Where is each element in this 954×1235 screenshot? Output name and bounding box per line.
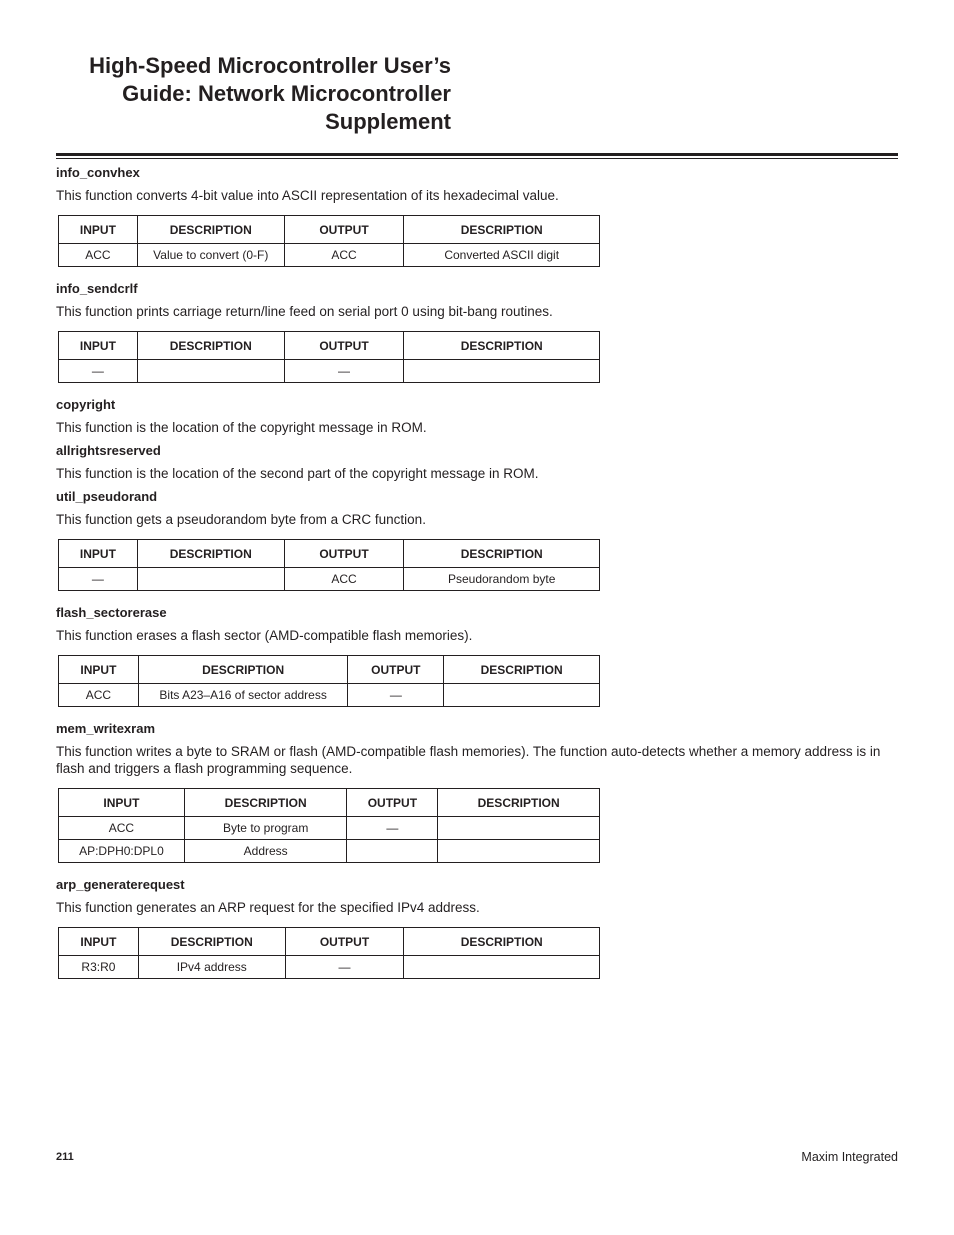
header-description: DESCRIPTION bbox=[404, 332, 600, 360]
header-description: DESCRIPTION bbox=[404, 928, 600, 956]
page-number: 211 bbox=[56, 1151, 74, 1163]
header-description: DESCRIPTION bbox=[444, 656, 600, 684]
header-input: INPUT bbox=[59, 216, 138, 244]
function-name: arp_generaterequest bbox=[56, 877, 185, 892]
table-cell bbox=[137, 360, 284, 383]
header-rule-thin bbox=[56, 158, 898, 159]
header-description: DESCRIPTION bbox=[438, 789, 600, 817]
header-description: DESCRIPTION bbox=[404, 540, 600, 568]
table-header-row bbox=[59, 928, 600, 956]
table-cell bbox=[347, 840, 438, 863]
header-description: DESCRIPTION bbox=[137, 332, 284, 360]
table-cell: Bits A23–A16 of sector address bbox=[138, 684, 348, 707]
table-cell: — bbox=[348, 684, 444, 707]
header-input: INPUT bbox=[59, 789, 185, 817]
table-cell: AP:DPH0:DPL0 bbox=[59, 840, 185, 863]
title-line-3: Supplement bbox=[325, 109, 451, 134]
title-line-1: High-Speed Microcontroller User’s bbox=[89, 53, 451, 78]
table-cell bbox=[444, 684, 600, 707]
function-block-util-pseudorand bbox=[56, 488, 898, 591]
function-table bbox=[58, 331, 600, 383]
function-name: mem_writexram bbox=[56, 721, 155, 736]
function-description: This function converts 4-bit value into ASCII representation of its hexadecimal value. bbox=[56, 188, 559, 203]
table-cell: — bbox=[285, 956, 404, 979]
footer-brand: Maxim Integrated bbox=[801, 1150, 898, 1164]
function-block-info-sendcrlf bbox=[56, 280, 898, 383]
table-cell bbox=[438, 817, 600, 840]
table-header-row bbox=[59, 216, 600, 244]
page-title bbox=[40, 52, 451, 136]
header-rule-thick bbox=[56, 153, 898, 156]
function-table bbox=[58, 215, 600, 267]
table-header-row bbox=[59, 656, 600, 684]
table-header-row bbox=[59, 332, 600, 360]
header-output: OUTPUT bbox=[284, 216, 404, 244]
table-cell: — bbox=[284, 360, 404, 383]
header-output: OUTPUT bbox=[284, 540, 404, 568]
table-cell bbox=[404, 360, 600, 383]
table-row bbox=[59, 817, 600, 840]
table-cell: Converted ASCII digit bbox=[404, 244, 600, 267]
table-cell: Address bbox=[184, 840, 347, 863]
function-block-copyright bbox=[56, 396, 898, 436]
table-row bbox=[59, 568, 600, 591]
function-name: flash_sectorerase bbox=[56, 605, 167, 620]
header-description: DESCRIPTION bbox=[184, 789, 347, 817]
table-cell: ACC bbox=[59, 817, 185, 840]
header-input: INPUT bbox=[59, 332, 138, 360]
table-cell: R3:R0 bbox=[59, 956, 139, 979]
header-description: DESCRIPTION bbox=[137, 216, 284, 244]
header-description: DESCRIPTION bbox=[138, 656, 348, 684]
function-block-info-convhex bbox=[56, 164, 898, 267]
function-description: This function writes a byte to SRAM or flash (AMD-compatible flash memories). The function auto-detects whether a memory address is in flash and triggers a flash programming sequence. bbox=[56, 744, 881, 776]
header-output: OUTPUT bbox=[285, 928, 404, 956]
table-header-row bbox=[59, 789, 600, 817]
function-name: info_convhex bbox=[56, 165, 140, 180]
table-cell: Value to convert (0-F) bbox=[137, 244, 284, 267]
table-cell: ACC bbox=[284, 244, 404, 267]
function-description: This function is the location of the copyright message in ROM. bbox=[56, 420, 427, 435]
table-cell bbox=[404, 956, 600, 979]
header-description: DESCRIPTION bbox=[404, 216, 600, 244]
function-block-flash-sectorerase bbox=[56, 604, 898, 707]
function-table bbox=[58, 655, 600, 707]
table-cell bbox=[137, 568, 284, 591]
table-row bbox=[59, 244, 600, 267]
function-description: This function erases a flash sector (AMD-compatible flash memories). bbox=[56, 628, 473, 643]
table-header-row bbox=[59, 540, 600, 568]
table-cell: — bbox=[347, 817, 438, 840]
header-input: INPUT bbox=[59, 928, 139, 956]
header-description: DESCRIPTION bbox=[138, 928, 285, 956]
function-description: This function gets a pseudorandom byte from a CRC function. bbox=[56, 512, 426, 527]
table-cell: Byte to program bbox=[184, 817, 347, 840]
function-table bbox=[58, 539, 600, 591]
title-line-2: Guide: Network Microcontroller bbox=[122, 81, 451, 106]
function-description: This function prints carriage return/line feed on serial port 0 using bit-bang routines. bbox=[56, 304, 553, 319]
function-name: info_sendcrlf bbox=[56, 281, 138, 296]
header-output: OUTPUT bbox=[348, 656, 444, 684]
table-row bbox=[59, 360, 600, 383]
table-row bbox=[59, 840, 600, 863]
function-name: copyright bbox=[56, 397, 116, 412]
table-cell: — bbox=[59, 568, 138, 591]
table-cell: ACC bbox=[59, 244, 138, 267]
function-description: This function generates an ARP request for the specified IPv4 address. bbox=[56, 900, 480, 915]
table-row bbox=[59, 956, 600, 979]
table-cell: ACC bbox=[284, 568, 404, 591]
header-input: INPUT bbox=[59, 540, 138, 568]
function-block-arp-generaterequest bbox=[56, 876, 898, 979]
table-cell bbox=[438, 840, 600, 863]
function-block-mem-writexram bbox=[56, 720, 898, 863]
header-output: OUTPUT bbox=[284, 332, 404, 360]
function-name: allrightsreserved bbox=[56, 443, 161, 458]
content bbox=[56, 164, 898, 984]
function-name: util_pseudorand bbox=[56, 489, 158, 504]
header-description: DESCRIPTION bbox=[137, 540, 284, 568]
function-description: This function is the location of the second part of the copyright message in ROM. bbox=[56, 466, 539, 481]
table-row bbox=[59, 684, 600, 707]
header-output: OUTPUT bbox=[347, 789, 438, 817]
table-cell: — bbox=[59, 360, 138, 383]
function-table bbox=[58, 927, 600, 979]
header-input: INPUT bbox=[59, 656, 139, 684]
table-cell: IPv4 address bbox=[138, 956, 285, 979]
function-table bbox=[58, 788, 600, 863]
function-block-allrightsreserved bbox=[56, 442, 898, 482]
table-cell: Pseudorandom byte bbox=[404, 568, 600, 591]
table-cell: ACC bbox=[59, 684, 139, 707]
